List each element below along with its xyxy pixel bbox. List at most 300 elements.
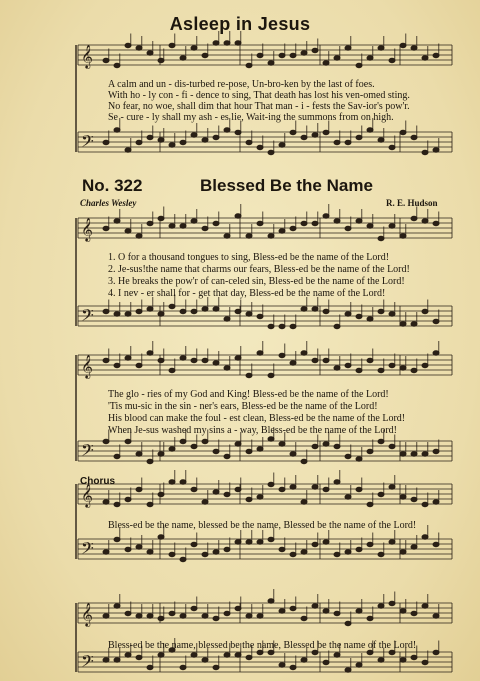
notehead — [169, 224, 175, 228]
notehead — [114, 312, 120, 316]
notehead — [290, 361, 296, 365]
notehead — [356, 219, 362, 223]
notehead — [246, 540, 252, 544]
notehead — [257, 145, 263, 149]
notehead — [103, 614, 109, 618]
notehead — [323, 130, 329, 134]
notehead — [378, 236, 384, 240]
lyric-line: When Je-sus washed my sins a - way, Bless-ed be the name of the Lord! — [108, 425, 397, 436]
notehead — [312, 358, 318, 362]
notehead — [257, 221, 263, 225]
chorus-lyric-line: Bless-ed be the name, blessed be the name, Blessed be the name of the Lord! — [108, 520, 417, 531]
treble-clef-icon: 𝄞 — [81, 483, 93, 507]
notehead — [268, 150, 274, 154]
notehead — [103, 309, 109, 313]
notehead — [345, 226, 351, 230]
notehead — [356, 487, 362, 491]
notehead — [268, 61, 274, 65]
notehead — [268, 324, 274, 328]
notehead — [136, 309, 142, 313]
notehead — [246, 63, 252, 67]
notehead — [169, 480, 175, 484]
notehead — [257, 614, 263, 618]
notehead — [147, 221, 153, 225]
notehead — [147, 135, 153, 139]
notehead — [356, 457, 362, 461]
notehead — [224, 454, 230, 458]
notehead — [389, 145, 395, 149]
notehead — [158, 535, 164, 539]
notehead — [136, 614, 142, 618]
notehead — [224, 366, 230, 370]
lyric-line: A calm and un - dis-turbed re-pose, Un-bro-ken by the last of foes. — [108, 79, 375, 90]
treble-clef-icon: 𝄞 — [81, 602, 93, 626]
notehead — [202, 138, 208, 142]
notehead — [312, 133, 318, 137]
notehead — [158, 216, 164, 220]
notehead — [114, 63, 120, 67]
notehead — [213, 665, 219, 669]
notehead — [224, 128, 230, 132]
notehead — [114, 454, 120, 458]
notehead — [378, 46, 384, 50]
notehead — [290, 485, 296, 489]
notehead — [334, 653, 340, 657]
notehead — [367, 616, 373, 620]
notehead — [279, 53, 285, 57]
notehead — [422, 56, 428, 60]
notehead — [257, 314, 263, 318]
notehead — [279, 229, 285, 233]
notehead — [312, 485, 318, 489]
notehead — [114, 219, 120, 223]
notehead — [235, 41, 241, 45]
notehead — [345, 46, 351, 50]
notehead — [356, 663, 362, 667]
notehead — [400, 452, 406, 456]
notehead — [422, 150, 428, 154]
notehead — [378, 604, 384, 608]
notehead — [268, 373, 274, 377]
notehead — [224, 653, 230, 657]
notehead — [400, 322, 406, 326]
notehead — [180, 480, 186, 484]
notehead — [191, 133, 197, 137]
notehead — [235, 606, 241, 610]
notehead — [301, 351, 307, 355]
notehead — [147, 665, 153, 669]
notehead — [114, 363, 120, 367]
notehead — [334, 611, 340, 615]
notehead — [114, 604, 120, 608]
notehead — [290, 665, 296, 669]
notehead — [290, 606, 296, 610]
notehead — [422, 502, 428, 506]
notehead — [334, 324, 340, 328]
notehead — [356, 368, 362, 372]
notehead — [323, 660, 329, 664]
notehead — [279, 324, 285, 328]
notehead — [103, 550, 109, 554]
notehead — [290, 324, 296, 328]
notehead — [411, 655, 417, 659]
notehead — [125, 653, 131, 657]
notehead — [268, 537, 274, 541]
notehead — [224, 611, 230, 615]
lyric-line: With ho - ly con - fi - dence to sing, That death has lost his ven-omed sting. — [108, 90, 410, 101]
notehead — [356, 63, 362, 67]
notehead — [323, 358, 329, 362]
notehead — [103, 439, 109, 443]
lyric-line: No fear, no woe, shall dim that hour That man - i - fests the Sav-ior's pow'r. — [108, 101, 410, 112]
notehead — [125, 611, 131, 615]
notehead — [312, 604, 318, 608]
notehead — [235, 442, 241, 446]
notehead — [433, 319, 439, 323]
notehead — [433, 53, 439, 57]
notehead — [301, 658, 307, 662]
notehead — [202, 226, 208, 230]
notehead — [125, 229, 131, 233]
notehead — [411, 216, 417, 220]
notehead — [400, 550, 406, 554]
notehead — [367, 502, 373, 506]
notehead — [158, 138, 164, 142]
bass-clef-icon: 𝄢 — [81, 440, 94, 464]
notehead — [400, 43, 406, 47]
notehead — [378, 368, 384, 372]
notehead — [213, 449, 219, 453]
notehead — [290, 53, 296, 57]
notehead — [158, 492, 164, 496]
notehead — [224, 317, 230, 321]
notehead — [180, 557, 186, 561]
notehead — [180, 140, 186, 144]
notehead — [378, 309, 384, 313]
notehead — [169, 43, 175, 47]
notehead — [378, 439, 384, 443]
notehead — [180, 665, 186, 669]
notehead — [158, 358, 164, 362]
chorus-lyric-line: Bless-ed be the name, blessed be the name, Blessed be the name of the Lord! — [108, 640, 417, 651]
notehead — [191, 358, 197, 362]
notehead — [169, 304, 175, 308]
notehead — [356, 135, 362, 139]
notehead — [235, 214, 241, 218]
notehead — [103, 500, 109, 504]
notehead — [345, 454, 351, 458]
notehead — [301, 51, 307, 55]
notehead — [312, 444, 318, 448]
notehead — [191, 46, 197, 50]
notehead — [213, 361, 219, 365]
notehead — [400, 366, 406, 370]
notehead — [136, 234, 142, 238]
notehead — [136, 363, 142, 367]
notehead — [147, 307, 153, 311]
notehead — [389, 224, 395, 228]
chorus-label: Chorus — [80, 476, 115, 487]
notehead — [367, 224, 373, 228]
notehead — [191, 487, 197, 491]
notehead — [389, 485, 395, 489]
notehead — [411, 545, 417, 549]
notehead — [323, 487, 329, 491]
notehead — [125, 497, 131, 501]
notehead — [389, 601, 395, 605]
notehead — [433, 449, 439, 453]
bass-clef-icon: 𝄢 — [81, 305, 94, 329]
notehead — [422, 452, 428, 456]
notehead — [433, 351, 439, 355]
notehead — [279, 442, 285, 446]
notehead — [301, 500, 307, 504]
notehead — [268, 482, 274, 486]
notehead — [202, 552, 208, 556]
notehead — [103, 658, 109, 662]
notehead — [103, 226, 109, 230]
lyric-line: The glo - ries of my God and King! Bless-ed be the name of the Lord! — [108, 389, 389, 400]
notehead — [235, 309, 241, 313]
lyric-line: 'Tis mu-sic in the sin - ner's ears, Bless-ed be the name of the Lord! — [108, 401, 378, 412]
notehead — [334, 480, 340, 484]
notehead — [312, 48, 318, 52]
notehead — [224, 492, 230, 496]
notehead — [180, 309, 186, 313]
notehead — [246, 655, 252, 659]
hymn-number: No. 322 — [82, 176, 143, 195]
notehead — [389, 58, 395, 62]
treble-clef-icon: 𝄞 — [81, 44, 93, 68]
notehead — [136, 487, 142, 491]
notehead — [202, 500, 208, 504]
hymn-title-blessed-be-the-name: Blessed Be the Name — [200, 176, 373, 195]
notehead — [246, 234, 252, 238]
notehead — [411, 46, 417, 50]
notehead — [147, 459, 153, 463]
notehead — [202, 307, 208, 311]
notehead — [235, 653, 241, 657]
notehead — [125, 439, 131, 443]
notehead — [202, 658, 208, 662]
notehead — [433, 500, 439, 504]
notehead — [158, 616, 164, 620]
notehead — [213, 490, 219, 494]
notehead — [202, 614, 208, 618]
notehead — [378, 138, 384, 142]
notehead — [114, 128, 120, 132]
notehead — [389, 312, 395, 316]
notehead — [257, 447, 263, 451]
notehead — [411, 611, 417, 615]
notehead — [158, 653, 164, 657]
notehead — [169, 143, 175, 147]
notehead — [433, 542, 439, 546]
notehead — [422, 535, 428, 539]
notehead — [356, 609, 362, 613]
notehead — [125, 547, 131, 551]
notehead — [312, 542, 318, 546]
notehead — [301, 221, 307, 225]
notehead — [323, 540, 329, 544]
notehead — [323, 609, 329, 613]
notehead — [389, 540, 395, 544]
notehead — [389, 444, 395, 448]
notehead — [400, 495, 406, 499]
lyric-line: 4. I nev - er shall for - get that day, Bless-ed be the name of the Lord! — [108, 288, 386, 299]
notehead — [345, 495, 351, 499]
lyric-line: 1. O for a thousand tongues to sing, Bless-ed be the name of the Lord! — [108, 252, 390, 263]
notehead — [345, 550, 351, 554]
notehead — [301, 616, 307, 620]
notehead — [191, 542, 197, 546]
notehead — [169, 552, 175, 556]
notehead — [213, 41, 219, 45]
notehead — [213, 550, 219, 554]
notehead — [180, 56, 186, 60]
lyric-line: 2. Je-sus!the name that charms our fears, Bless-ed be the name of the Lord! — [108, 264, 410, 275]
notehead — [125, 43, 131, 47]
notehead — [213, 221, 219, 225]
notehead — [411, 135, 417, 139]
notehead — [169, 447, 175, 451]
notehead — [400, 130, 406, 134]
notehead — [345, 140, 351, 144]
notehead — [158, 58, 164, 62]
notehead — [367, 542, 373, 546]
notehead — [180, 356, 186, 360]
treble-clef-icon: 𝄞 — [81, 354, 93, 378]
notehead — [103, 358, 109, 362]
notehead — [422, 660, 428, 664]
notehead — [279, 547, 285, 551]
notehead — [158, 452, 164, 456]
notehead — [433, 221, 439, 225]
notehead — [191, 309, 197, 313]
notehead — [422, 363, 428, 367]
notehead — [334, 219, 340, 223]
author-credit: Charles Wesley — [80, 198, 137, 208]
notehead — [202, 53, 208, 57]
notehead — [279, 353, 285, 357]
notehead — [323, 214, 329, 218]
notehead — [125, 312, 131, 316]
notehead — [433, 148, 439, 152]
notehead — [411, 368, 417, 372]
notehead — [180, 439, 186, 443]
notehead — [334, 140, 340, 144]
notehead — [147, 351, 153, 355]
notehead — [345, 312, 351, 316]
notehead — [422, 309, 428, 313]
notehead — [268, 437, 274, 441]
notehead — [213, 307, 219, 311]
notehead — [136, 545, 142, 549]
notehead — [411, 322, 417, 326]
notehead — [191, 444, 197, 448]
notehead — [367, 358, 373, 362]
notehead — [290, 130, 296, 134]
notehead — [301, 135, 307, 139]
notehead — [114, 502, 120, 506]
notehead — [290, 552, 296, 556]
notehead — [422, 219, 428, 223]
notehead — [389, 363, 395, 367]
notehead — [136, 655, 142, 659]
notehead — [323, 442, 329, 446]
notehead — [191, 606, 197, 610]
notehead — [323, 61, 329, 65]
notehead — [246, 373, 252, 377]
notehead — [301, 307, 307, 311]
notehead — [169, 368, 175, 372]
notehead — [345, 363, 351, 367]
notehead — [224, 547, 230, 551]
notehead — [378, 492, 384, 496]
notehead — [235, 487, 241, 491]
notehead — [367, 317, 373, 321]
notehead — [125, 148, 131, 152]
notehead — [312, 307, 318, 311]
notehead — [312, 221, 318, 225]
notehead — [257, 53, 263, 57]
notehead — [235, 130, 241, 134]
notehead — [301, 459, 307, 463]
notehead — [367, 56, 373, 60]
notehead — [367, 449, 373, 453]
notehead — [290, 226, 296, 230]
notehead — [169, 611, 175, 615]
notehead — [279, 143, 285, 147]
notehead — [136, 452, 142, 456]
notehead — [433, 614, 439, 618]
notehead — [411, 497, 417, 501]
notehead — [422, 604, 428, 608]
notehead — [213, 135, 219, 139]
notehead — [400, 609, 406, 613]
hymn-title-asleep-in-jesus: Asleep in Jesus — [169, 14, 311, 34]
notehead — [268, 234, 274, 238]
notehead — [224, 41, 230, 45]
notehead — [202, 439, 208, 443]
notehead — [356, 547, 362, 551]
notehead — [356, 314, 362, 318]
notehead — [378, 658, 384, 662]
notehead — [147, 614, 153, 618]
lyric-line: Se - cure - ly shall my ash - es lie, Wait-ing the summons from on high. — [108, 112, 394, 123]
notehead — [246, 449, 252, 453]
notehead — [279, 609, 285, 613]
notehead — [246, 312, 252, 316]
notehead — [334, 56, 340, 60]
notehead — [103, 140, 109, 144]
notehead — [180, 614, 186, 618]
notehead — [114, 658, 120, 662]
notehead — [257, 351, 263, 355]
notehead — [235, 356, 241, 360]
notehead — [268, 599, 274, 603]
bass-clef-icon: 𝄢 — [81, 538, 94, 562]
notehead — [191, 219, 197, 223]
notehead — [136, 140, 142, 144]
lyric-line: His blood can make the foul - est clean, Bless-ed be the name of the Lord! — [108, 413, 406, 424]
notehead — [158, 312, 164, 316]
notehead — [180, 224, 186, 228]
notehead — [290, 452, 296, 456]
notehead — [246, 497, 252, 501]
notehead — [246, 614, 252, 618]
notehead — [334, 366, 340, 370]
